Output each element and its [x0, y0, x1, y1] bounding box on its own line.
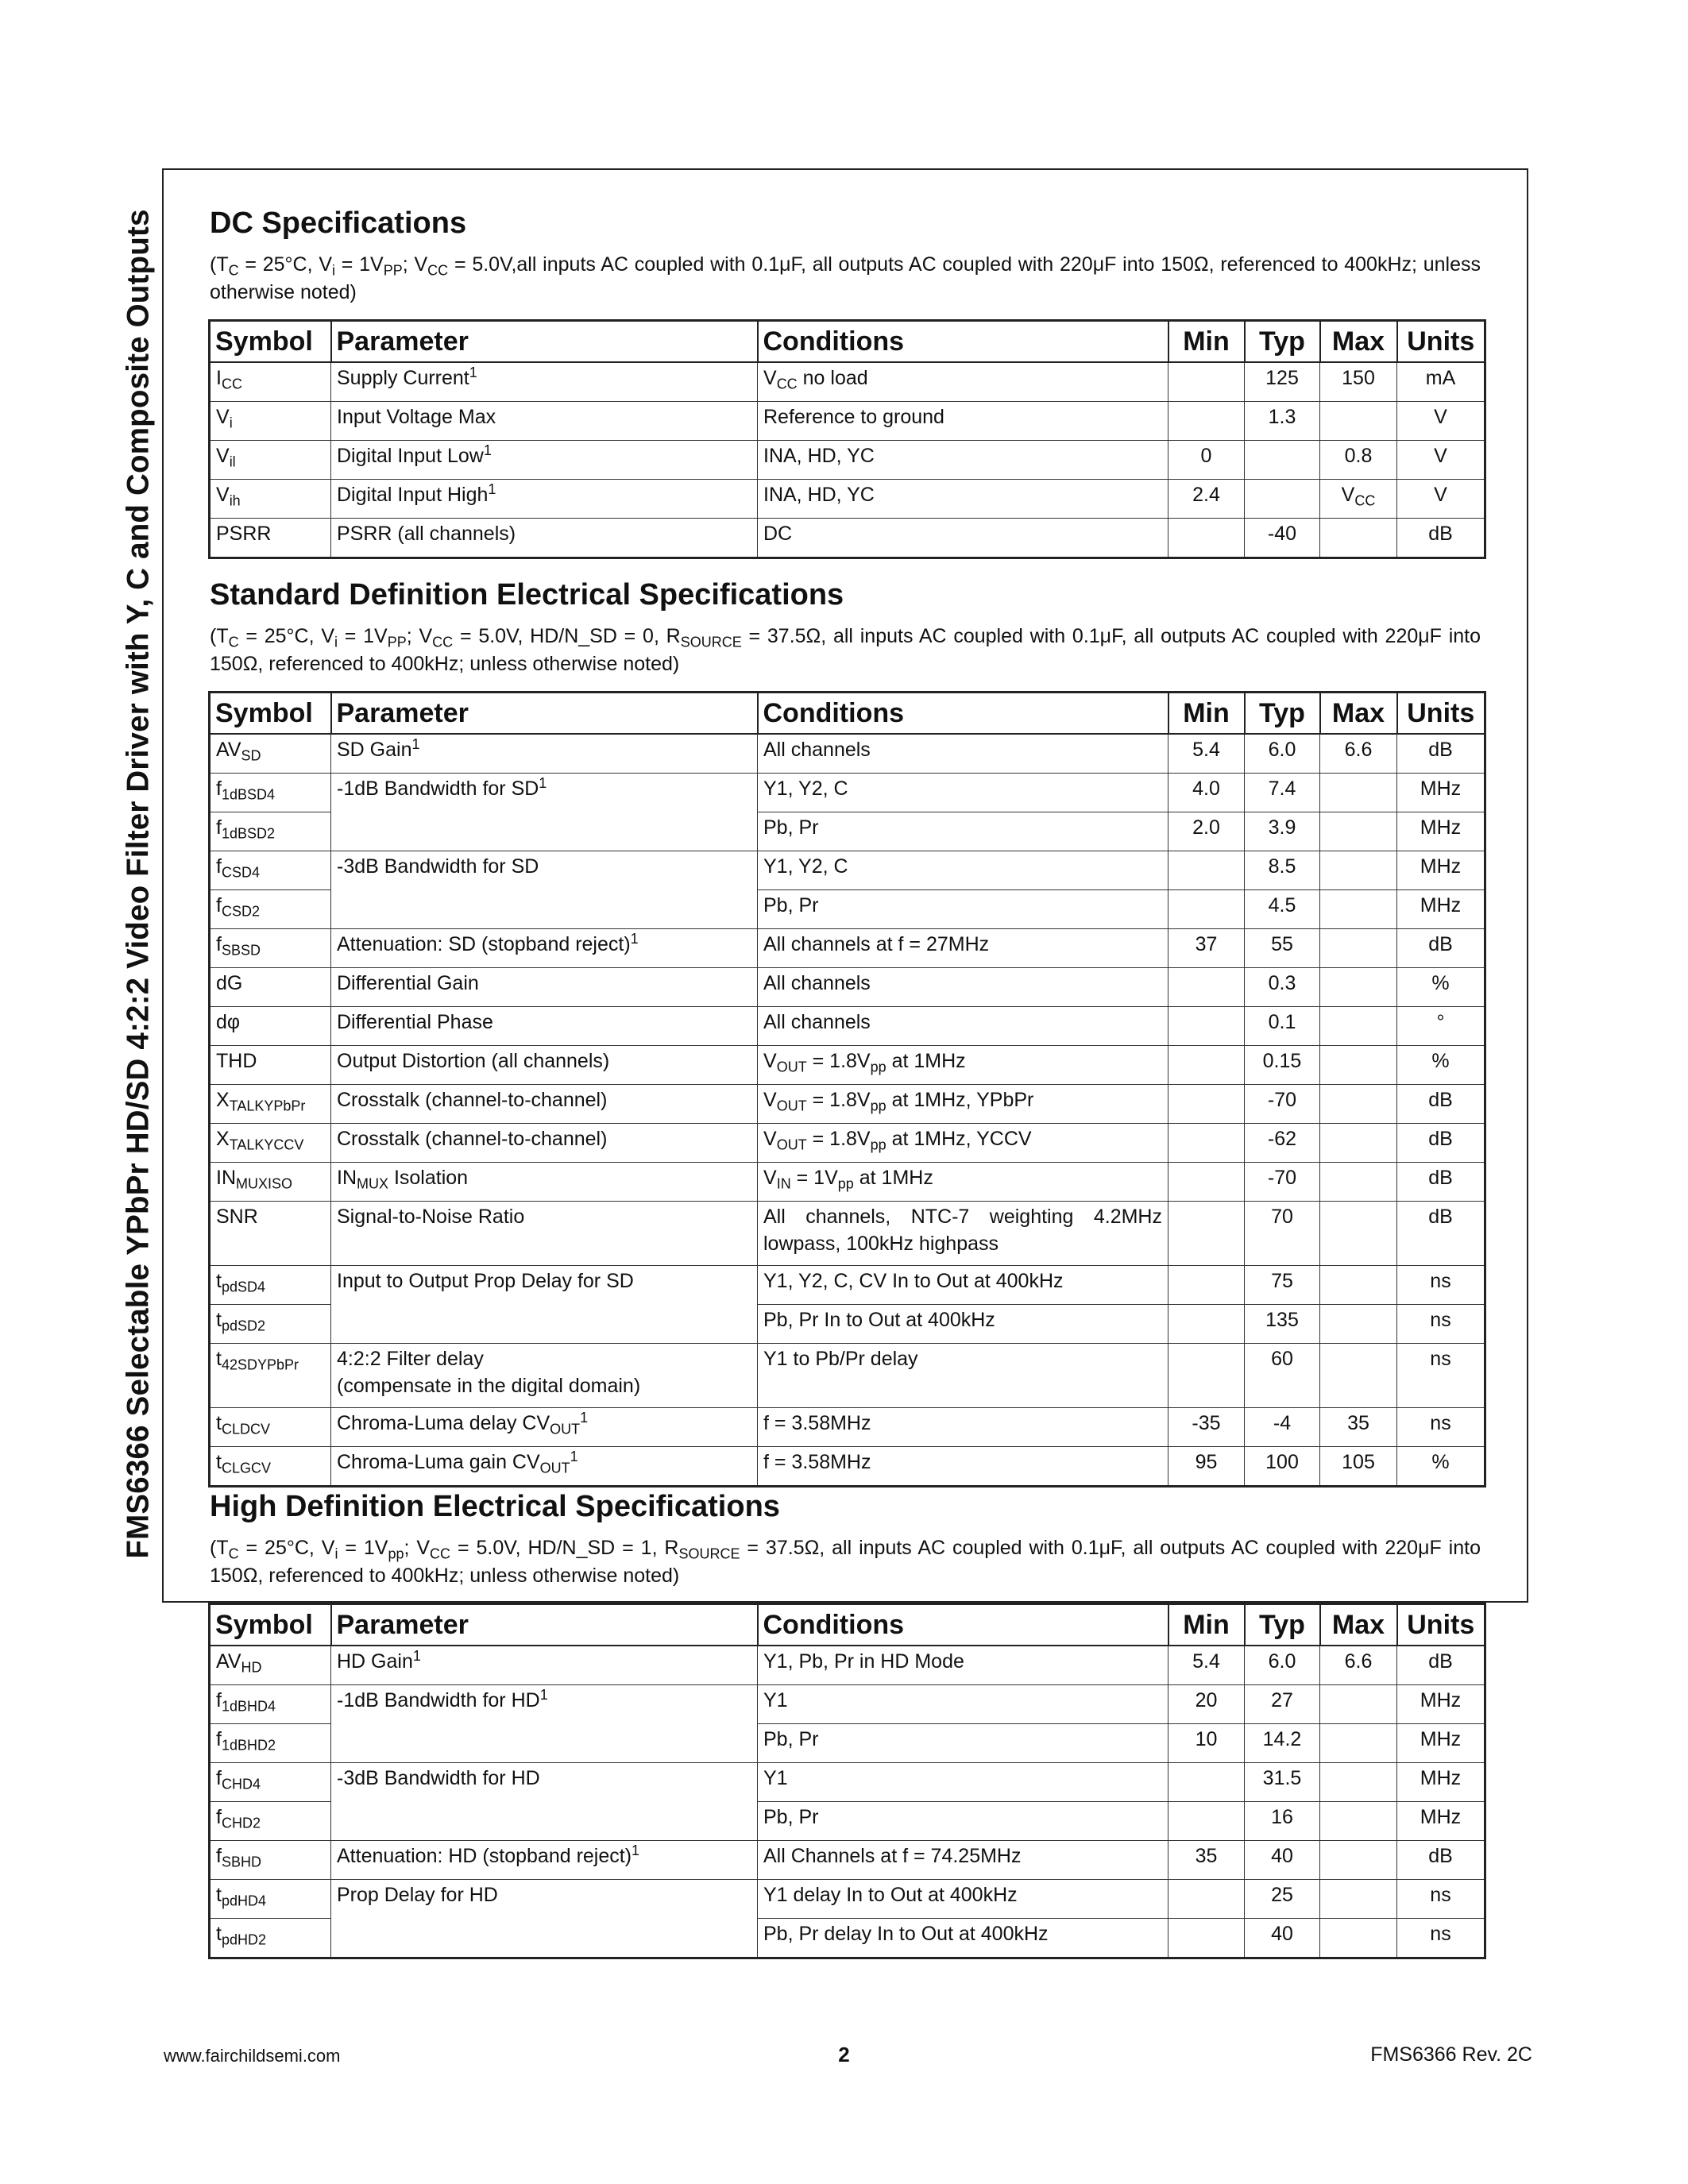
cell-conditions: All Channels at f = 74.25MHz [758, 1841, 1168, 1880]
cell-conditions: $V_{IN} = 1V_{pp}$ at 1MHz [758, 1163, 1168, 1202]
cell-conditions: Y1, Y2, C [758, 851, 1168, 890]
cell-typ: -40 [1245, 519, 1320, 558]
cell-typ: 3.9 [1245, 812, 1320, 851]
cell-conditions: INA, HD, YC [758, 441, 1168, 480]
cell-max [1320, 1685, 1397, 1724]
table-header-row [210, 321, 1485, 363]
cell-symbol: $X_{TALKYPbPr}$ [210, 1085, 331, 1124]
table-row [210, 929, 1485, 968]
cell-conditions: Pb, Pr [758, 812, 1168, 851]
cell-symbol: $AV_{SD}$ [210, 734, 331, 774]
header-units: Units [1397, 321, 1485, 363]
cell-min: 2.4 [1168, 480, 1245, 519]
cell-conditions: INA, HD, YC [758, 480, 1168, 519]
cell-parameter: Attenuation: HD (stopband reject)$^1$ [331, 1841, 758, 1880]
cell-typ: 0.3 [1245, 968, 1320, 1007]
cell-conditions: Y1 to Pb/Pr delay [758, 1344, 1168, 1408]
cell-conditions: Pb, Pr [758, 1724, 1168, 1763]
header-units: Units [1397, 1604, 1485, 1646]
header-typ: Typ [1245, 1604, 1320, 1646]
cell-max: 6.6 [1320, 734, 1397, 774]
cell-units: dB [1397, 734, 1485, 774]
cell-typ: 27 [1245, 1685, 1320, 1724]
cell-typ: 0.1 [1245, 1007, 1320, 1046]
cell-units: dB [1397, 1841, 1485, 1880]
cell-max [1320, 1880, 1397, 1919]
cell-typ: 1.3 [1245, 402, 1320, 441]
header-min: Min [1168, 321, 1245, 363]
header-parameter: Parameter [331, 693, 758, 735]
cell-max [1320, 1007, 1397, 1046]
cell-parameter: Digital Input Low$^1$ [331, 441, 758, 480]
cell-symbol: $f_{CHD4}$ [210, 1763, 331, 1802]
cell-parameter: Attenuation: SD (stopband reject)$^1$ [331, 929, 758, 968]
cell-units: MHz [1397, 1724, 1485, 1763]
header-symbol: Symbol [210, 693, 331, 735]
cell-parameter: 4:2:2 Filter delay (compensate in the digital domain) [331, 1344, 758, 1408]
table-row [210, 441, 1485, 480]
cell-symbol: SNR [210, 1202, 331, 1266]
cell-max [1320, 1305, 1397, 1344]
cell-max [1320, 1802, 1397, 1841]
cell-min: 35 [1168, 1841, 1245, 1880]
header-conditions: Conditions [758, 1604, 1168, 1646]
cell-units: dB [1397, 1163, 1485, 1202]
cell-parameter: SD Gain$^1$ [331, 734, 758, 774]
table-row [210, 1266, 1485, 1305]
table-row [210, 1408, 1485, 1447]
cell-conditions: Y1 [758, 1685, 1168, 1724]
cell-conditions: Y1 [758, 1763, 1168, 1802]
cell-symbol: $t_{pdSD2}$ [210, 1305, 331, 1344]
table-row [210, 774, 1485, 812]
cell-parameter: -1dB Bandwidth for $SD^1$ [331, 774, 758, 851]
cell-parameter: Signal-to-Noise Ratio [331, 1202, 758, 1266]
cell-min [1168, 519, 1245, 558]
cell-max [1320, 774, 1397, 812]
header-symbol: Symbol [210, 1604, 331, 1646]
cell-conditions: Pb, Pr [758, 1802, 1168, 1841]
cell-typ: 8.5 [1245, 851, 1320, 890]
cell-symbol: $V_i$ [210, 402, 331, 441]
cell-max [1320, 1344, 1397, 1408]
cell-min: 95 [1168, 1447, 1245, 1487]
cell-conditions: Pb, Pr In to Out at 400kHz [758, 1305, 1168, 1344]
cell-parameter: Prop Delay for HD [331, 1880, 758, 1958]
cell-min [1168, 1007, 1245, 1046]
cell-units: ns [1397, 1880, 1485, 1919]
cell-units: dB [1397, 1085, 1485, 1124]
cell-conditions: All channels [758, 734, 1168, 774]
header-conditions: Conditions [758, 321, 1168, 363]
table-row [210, 1124, 1485, 1163]
cell-min [1168, 1266, 1245, 1305]
cell-parameter: Output Distortion (all channels) [331, 1046, 758, 1085]
cell-parameter: Input to Output Prop Delay for SD [331, 1266, 758, 1344]
cell-max [1320, 1046, 1397, 1085]
cell-units: ns [1397, 1919, 1485, 1958]
cell-max [1320, 968, 1397, 1007]
table-row [210, 1344, 1485, 1408]
cell-parameter: Digital Input High$^1$ [331, 480, 758, 519]
cell-typ: 0.15 [1245, 1046, 1320, 1085]
cell-symbol: dG [210, 968, 331, 1007]
cell-symbol: $t_{CLGCV}$ [210, 1447, 331, 1487]
table-row [210, 1163, 1485, 1202]
cell-typ: 40 [1245, 1919, 1320, 1958]
cell-symbol: $t_{CLDCV}$ [210, 1408, 331, 1447]
table-row [210, 1763, 1485, 1802]
cell-parameter: PSRR (all channels) [331, 519, 758, 558]
table-row [210, 362, 1485, 402]
cell-conditions: All channels, NTC-7 weighting 4.2MHz lowpass, 100kHz highpass [758, 1202, 1168, 1266]
header-conditions: Conditions [758, 693, 1168, 735]
cell-max [1320, 812, 1397, 851]
side-title-text: FMS6366 Selectable YPbPr HD/SD 4:2:2 Video Filter Driver with Y, C and Composite Outputs [122, 209, 156, 1559]
cell-typ: 6.0 [1245, 1646, 1320, 1685]
cell-units: ns [1397, 1305, 1485, 1344]
table-row [210, 1085, 1485, 1124]
cell-units: dB [1397, 1202, 1485, 1266]
cell-max [1320, 1266, 1397, 1305]
cell-parameter: Chroma-Luma gain $CV_{OUT}^1$ [331, 1447, 758, 1487]
cell-typ [1245, 480, 1320, 519]
table-row [210, 480, 1485, 519]
header-typ: Typ [1245, 321, 1320, 363]
cell-min: 5.4 [1168, 734, 1245, 774]
cell-symbol: $t_{42SDYPbPr}$ [210, 1344, 331, 1408]
cell-min [1168, 1163, 1245, 1202]
cell-typ: 55 [1245, 929, 1320, 968]
cell-max [1320, 1202, 1397, 1266]
cell-typ: -4 [1245, 1408, 1320, 1447]
cell-min: 0 [1168, 441, 1245, 480]
table-row [210, 519, 1485, 558]
cell-max [1320, 929, 1397, 968]
cell-typ: 75 [1245, 1266, 1320, 1305]
cell-symbol: $f_{CHD2}$ [210, 1802, 331, 1841]
cell-units: dB [1397, 519, 1485, 558]
cell-parameter: Chroma-Luma delay $CV_{OUT}^1$ [331, 1408, 758, 1447]
header-min: Min [1168, 693, 1245, 735]
cell-conditions: All channels [758, 1007, 1168, 1046]
table-row [210, 1202, 1485, 1266]
cell-parameter: Crosstalk (channel-to-channel) [331, 1124, 758, 1163]
cell-units: MHz [1397, 1763, 1485, 1802]
cell-symbol: $f_{SBSD}$ [210, 929, 331, 968]
cell-units: MHz [1397, 774, 1485, 812]
cell-units: dB [1397, 1124, 1485, 1163]
table-row [210, 1841, 1485, 1880]
cell-conditions: All channels [758, 968, 1168, 1007]
cell-conditions: Reference to ground [758, 402, 1168, 441]
dc-test-conditions: ($T_C = 25^\circ C$, $V_i = 1V_{PP}$; $V_{CC} = 5.0V,all$ inputs AC coupled with 0.1μF, all outputs AC coupled with 220μF into 150Ω, referenced to 400kHz; unless otherwise noted) [210, 253, 1481, 303]
table-row [210, 1447, 1485, 1487]
cell-min: 37 [1168, 929, 1245, 968]
table-row [210, 1046, 1485, 1085]
cell-min [1168, 1085, 1245, 1124]
cell-symbol: $t_{pdSD4}$ [210, 1266, 331, 1305]
cell-min [1168, 1305, 1245, 1344]
table-row [210, 968, 1485, 1007]
cell-typ: -70 [1245, 1085, 1320, 1124]
cell-max: 6.6 [1320, 1646, 1397, 1685]
cell-parameter: Differential Gain [331, 968, 758, 1007]
cell-symbol: $X_{TALKYCCV}$ [210, 1124, 331, 1163]
cell-typ: -70 [1245, 1163, 1320, 1202]
table-row [210, 734, 1485, 774]
hd-title: High Definition Electrical Specifications [210, 1490, 780, 1523]
cell-min: 4.0 [1168, 774, 1245, 812]
cell-units: V [1397, 480, 1485, 519]
cell-typ: 125 [1245, 362, 1320, 402]
cell-symbol: $IN_{MUXISO}$ [210, 1163, 331, 1202]
cell-typ: -62 [1245, 1124, 1320, 1163]
cell-conditions: $V_{OUT} = 1.8V_{pp}$ at 1MHz, YPbPr [758, 1085, 1168, 1124]
hd-test-conditions: ($T_C = 25^\circ C$, $V_i = 1V_{pp}$; $V_{CC} = 5.0V$, HD/N_SD = 1, $R_{SOURCE} = 37.5\Omega$, all inputs AC coupled with 0.1μF, all outputs AC coupled with 220μF into 150Ω, referenced to 400kHz; unless otherwise noted) [210, 1537, 1481, 1587]
cell-typ: 135 [1245, 1305, 1320, 1344]
cell-typ: 60 [1245, 1344, 1320, 1408]
cell-units: ns [1397, 1408, 1485, 1447]
cell-typ: 14.2 [1245, 1724, 1320, 1763]
cell-min [1168, 968, 1245, 1007]
dc-section [210, 205, 1481, 559]
cell-typ: 40 [1245, 1841, 1320, 1880]
cell-symbol: PSRR [210, 519, 331, 558]
cell-min [1168, 1046, 1245, 1085]
cell-parameter: -3dB Bandwidth for HD [331, 1763, 758, 1841]
cell-conditions: $V_{CC}$ no load [758, 362, 1168, 402]
cell-symbol: $AV_{HD}$ [210, 1646, 331, 1685]
cell-symbol: $t_{pdHD4}$ [210, 1880, 331, 1919]
table-row [210, 402, 1485, 441]
cell-units: MHz [1397, 851, 1485, 890]
cell-max: 105 [1320, 1447, 1397, 1487]
cell-typ [1245, 441, 1320, 480]
cell-min: -35 [1168, 1408, 1245, 1447]
cell-units: % [1397, 1046, 1485, 1085]
cell-symbol: THD [210, 1046, 331, 1085]
header-max: Max [1320, 1604, 1397, 1646]
header-max: Max [1320, 321, 1397, 363]
cell-min [1168, 1919, 1245, 1958]
cell-parameter: Supply Current$^1$ [331, 362, 758, 402]
cell-max: $V_{CC}$ [1320, 480, 1397, 519]
cell-units: ° [1397, 1007, 1485, 1046]
cell-parameter: Input Voltage Max [331, 402, 758, 441]
sd-section [210, 577, 1481, 1488]
cell-units: mA [1397, 362, 1485, 402]
cell-min [1168, 1763, 1245, 1802]
cell-typ: 6.0 [1245, 734, 1320, 774]
footer-page-number: 2 [838, 2043, 850, 2066]
cell-max [1320, 851, 1397, 890]
cell-parameter: -1dB Bandwidth for $HD^1$ [331, 1685, 758, 1763]
cell-symbol: $f_{SBHD}$ [210, 1841, 331, 1880]
cell-conditions: Y1, Y2, C [758, 774, 1168, 812]
table-row [210, 851, 1485, 890]
cell-min [1168, 890, 1245, 929]
cell-symbol: $f_{CSD4}$ [210, 851, 331, 890]
cell-conditions: Pb, Pr delay In to Out at 400kHz [758, 1919, 1168, 1958]
footer-url: www.fairchildsemi.com [164, 2046, 341, 2066]
cell-conditions: Y1, Y2, C, CV In to Out at 400kHz [758, 1266, 1168, 1305]
cell-typ: 25 [1245, 1880, 1320, 1919]
cell-units: ns [1397, 1344, 1485, 1408]
cell-max [1320, 519, 1397, 558]
table-row [210, 1007, 1485, 1046]
table-header-row [210, 1604, 1485, 1646]
cell-max [1320, 890, 1397, 929]
cell-typ: 7.4 [1245, 774, 1320, 812]
cell-symbol: $t_{pdHD2}$ [210, 1919, 331, 1958]
cell-symbol: $V_{ih}$ [210, 480, 331, 519]
cell-max [1320, 1919, 1397, 1958]
cell-conditions: Y1, Pb, Pr in HD Mode [758, 1646, 1168, 1685]
cell-conditions: Y1 delay In to Out at 400kHz [758, 1880, 1168, 1919]
cell-min: 10 [1168, 1724, 1245, 1763]
cell-symbol: $f_{1dBSD2}$ [210, 812, 331, 851]
header-units: Units [1397, 693, 1485, 735]
cell-symbol: $f_{1dBHD4}$ [210, 1685, 331, 1724]
cell-max [1320, 1724, 1397, 1763]
header-min: Min [1168, 1604, 1245, 1646]
header-typ: Typ [1245, 693, 1320, 735]
hd-section [210, 1488, 1481, 1959]
cell-max: 150 [1320, 362, 1397, 402]
table-row [210, 1685, 1485, 1724]
cell-typ: 4.5 [1245, 890, 1320, 929]
cell-conditions: f = 3.58MHz [758, 1447, 1168, 1487]
cell-units: MHz [1397, 1802, 1485, 1841]
cell-typ: 31.5 [1245, 1763, 1320, 1802]
header-symbol: Symbol [210, 321, 331, 363]
dc-title: DC Specifications [210, 206, 467, 240]
cell-units: V [1397, 402, 1485, 441]
cell-typ: 70 [1245, 1202, 1320, 1266]
hd-spec-table [208, 1603, 1486, 1959]
cell-conditions: Pb, Pr [758, 890, 1168, 929]
cell-min [1168, 1880, 1245, 1919]
header-parameter: Parameter [331, 1604, 758, 1646]
sd-spec-table [208, 691, 1486, 1488]
cell-min [1168, 1344, 1245, 1408]
dc-spec-table [208, 319, 1486, 559]
cell-min [1168, 851, 1245, 890]
cell-min [1168, 402, 1245, 441]
cell-min [1168, 1124, 1245, 1163]
cell-min [1168, 1802, 1245, 1841]
table-header-row [210, 693, 1485, 735]
cell-units: MHz [1397, 812, 1485, 851]
cell-units: V [1397, 441, 1485, 480]
cell-conditions: DC [758, 519, 1168, 558]
cell-max [1320, 402, 1397, 441]
cell-conditions: f = 3.58MHz [758, 1408, 1168, 1447]
cell-max [1320, 1763, 1397, 1802]
cell-typ: 100 [1245, 1447, 1320, 1487]
table-row [210, 1646, 1485, 1685]
cell-typ: 16 [1245, 1802, 1320, 1841]
cell-conditions: $V_{OUT} = 1.8V_{pp}$ at 1MHz [758, 1046, 1168, 1085]
cell-symbol: $V_{il}$ [210, 441, 331, 480]
cell-max: 35 [1320, 1408, 1397, 1447]
cell-min [1168, 1202, 1245, 1266]
cell-units: MHz [1397, 1685, 1485, 1724]
sd-title: Standard Definition Electrical Specifications [210, 578, 844, 612]
cell-max [1320, 1163, 1397, 1202]
cell-parameter: $IN_{MUX}$ Isolation [331, 1163, 758, 1202]
cell-symbol: $I_{CC}$ [210, 362, 331, 402]
footer-revision: FMS6366 Rev. 2C [1370, 2043, 1532, 2066]
sd-test-conditions: ($T_C = 25^\circ C$, $V_i = 1V_{PP}$; $V_{CC} = 5.0V$, HD/N_SD = 0, $R_{SOURCE} = 37.5\Omega$, all inputs AC coupled with 0.1μF, all outputs AC coupled with 220μF into 150Ω, referenced to 400kHz; unless otherwise noted) [210, 625, 1481, 675]
cell-parameter: -3dB Bandwidth for SD [331, 851, 758, 929]
cell-min: 2.0 [1168, 812, 1245, 851]
cell-min [1168, 362, 1245, 402]
cell-conditions: All channels at f = 27MHz [758, 929, 1168, 968]
cell-units: dB [1397, 1646, 1485, 1685]
header-parameter: Parameter [331, 321, 758, 363]
cell-max [1320, 1124, 1397, 1163]
table-row [210, 1880, 1485, 1919]
cell-max [1320, 1085, 1397, 1124]
cell-symbol: $f_{1dBHD2}$ [210, 1724, 331, 1763]
cell-symbol: dφ [210, 1007, 331, 1046]
cell-units: MHz [1397, 890, 1485, 929]
header-max: Max [1320, 693, 1397, 735]
cell-symbol: $f_{CSD2}$ [210, 890, 331, 929]
cell-max [1320, 1841, 1397, 1880]
cell-max: 0.8 [1320, 441, 1397, 480]
cell-conditions: $V_{OUT} = 1.8V_{pp}$ at 1MHz, YCCV [758, 1124, 1168, 1163]
cell-symbol: $f_{1dBSD4}$ [210, 774, 331, 812]
cell-parameter: HD Gain$^1$ [331, 1646, 758, 1685]
cell-units: dB [1397, 929, 1485, 968]
cell-min: 20 [1168, 1685, 1245, 1724]
cell-units: ns [1397, 1266, 1485, 1305]
cell-parameter: Crosstalk (channel-to-channel) [331, 1085, 758, 1124]
cell-min: 5.4 [1168, 1646, 1245, 1685]
cell-units: % [1397, 1447, 1485, 1487]
cell-parameter: Differential Phase [331, 1007, 758, 1046]
side-document-title [115, 165, 163, 1603]
cell-units: % [1397, 968, 1485, 1007]
